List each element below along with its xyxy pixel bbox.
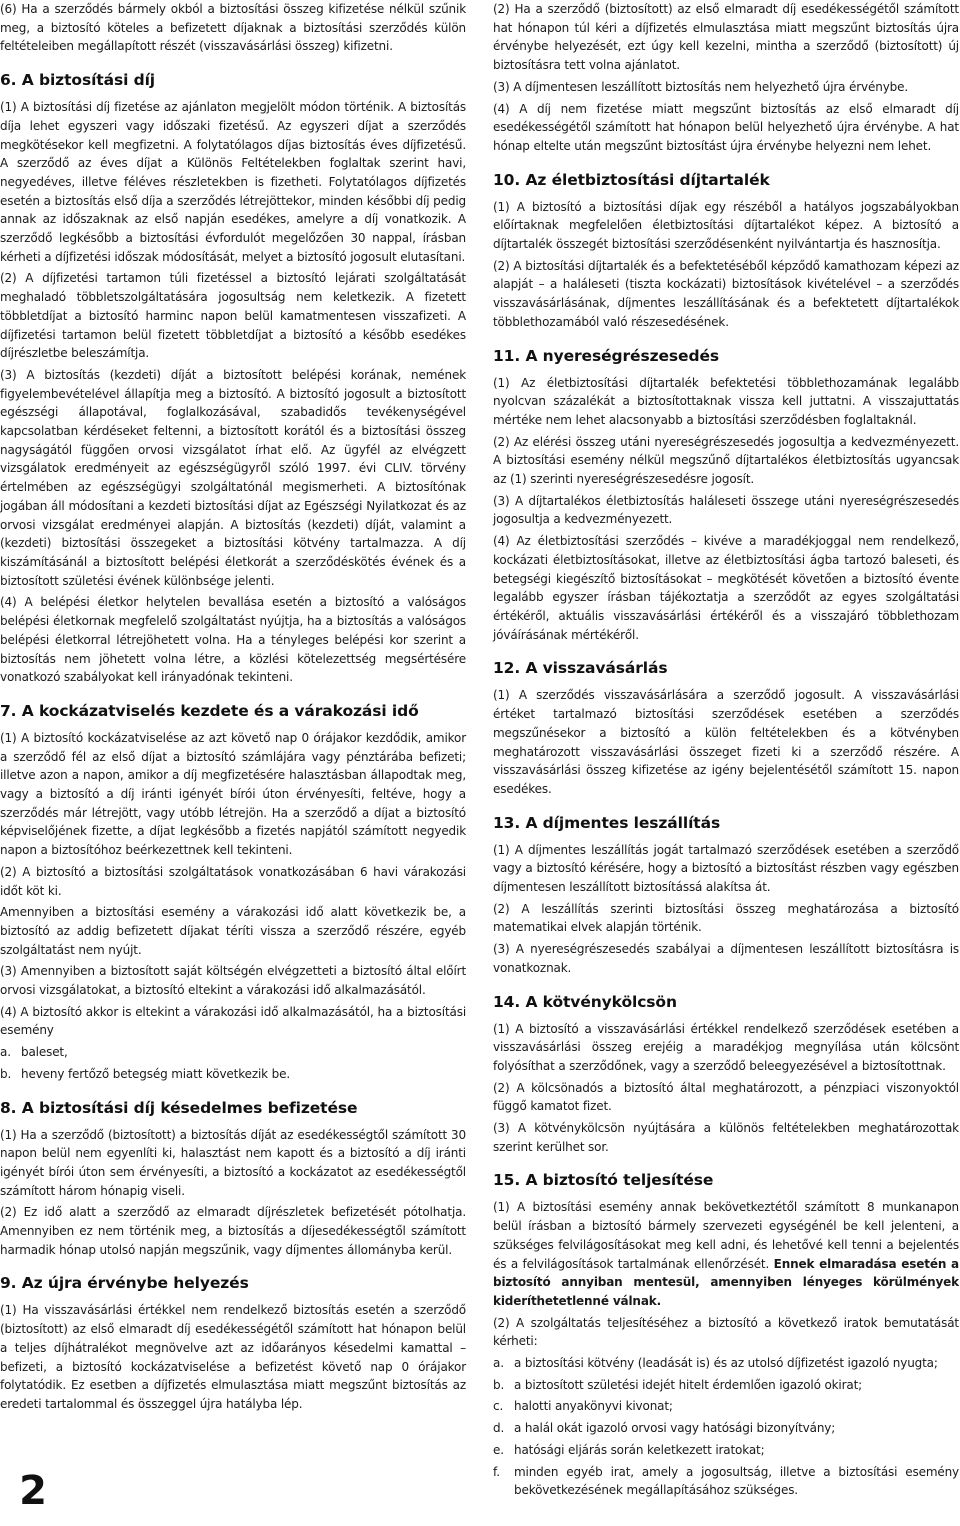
section-heading: [493, 170, 959, 190]
list-item: [493, 1354, 959, 1373]
paragraph: (4) A biztosító akkor is eltekint a várakozási idő alkalmazásától, ha a biztosítási esemény: [0, 1004, 466, 1038]
list-marker: d.: [493, 1421, 505, 1436]
section-heading: [493, 346, 959, 366]
paragraph: (2) A leszállítás szerinti biztosítási összeg meghatározása a biztosító matematikai elvek alapján történik.: [493, 901, 959, 935]
list-marker: c.: [493, 1399, 504, 1414]
paragraph: (3) A kötvénykölcsön nyújtására a különös feltételekben meghatározottak szerint kerülhet sor.: [493, 1121, 959, 1154]
list-text: heveny fertőző betegség miatt következik be.: [21, 1066, 290, 1081]
paragraph: (4) A belépési életkor helytelen bevallása esetén a biztosító a valóságos belépési életkornak megfelelő szolgáltatást nyújtja, ha a biztosítás a valóságos belépési életkorral létrejöhetett volna. Ha a tényleges belépési kor szerint a biztosítás nem jöhetett volna létre, a közlési kötelezettség megsértésére vonatkozó szabályokat kell irányadónak tekinteni.: [0, 595, 466, 685]
list-text: baleset,: [21, 1045, 68, 1060]
section-title: A biztosítási díj: [21, 71, 156, 90]
section-title: A biztosító teljesítése: [525, 1171, 714, 1190]
paragraph: (1) Az életbiztosítási díjtartalék befektetési többlethozamának legalább nyolcvan százalékát a biztosítottaknak vissza kell juttatni. A visszajuttatás mértéke nem lehet alacsonyabb a biztosítási szerződésben foglaltaknál.: [493, 375, 959, 427]
paragraph: (1) A díjmentes leszállítás jogát tartalmazó szerződések esetében a szerződő vagy a biztosító kérésére, hogy a biztosító a biztosítást részben vagy egészben díjmentesen leszállított biztosítássá alakítsa át.: [493, 842, 959, 895]
section-number: 10.: [493, 170, 521, 189]
section-title: A díjmentes leszállítás: [525, 813, 721, 832]
list-text: a halál okát igazoló orvosi vagy hatósági bizonyítvány;: [514, 1421, 836, 1436]
list-item: [493, 1376, 959, 1395]
section-number: 14.: [493, 992, 521, 1011]
section-number: 13.: [493, 813, 521, 832]
paragraph: (3) A díjmentesen leszállított biztosítás nem helyezhető újra érvénybe.: [493, 79, 909, 94]
section-heading: [493, 1170, 959, 1190]
paragraph: (4) A díj nem fizetése miatt megszűnt biztosítás az első elmaradt díj esedékességétől számított hat hónapon belül helyezhető újra érvénybe. A hat hónap eltelte után megszűnt biztosítást újra érvénybe helyezni nem lehet.: [493, 101, 959, 153]
section-heading: [0, 1098, 466, 1118]
section-title: A visszavásárlás: [525, 659, 668, 678]
section-number: 15.: [493, 1171, 521, 1190]
paragraph: (1) A szerződés visszavásárlására a szerződő jogosult. A visszavásárlási értéket tartalmazó biztosítási szerződések esetében a szerződés megszűnésekor a biztosító a külön feltételekben és a kötvényben meghatározott visszavásárlási összeget fizeti ki a szerződő részére. A visszavásárlási összeg kifizetése az igény bejelentésétől számított 15. napon esedékes.: [493, 688, 959, 796]
list-text: hatósági eljárás során keletkezett iratokat;: [514, 1442, 765, 1457]
section-heading: [493, 992, 959, 1012]
paragraph: (3) A nyereségrészesedés szabályai a díjmentesen leszállított biztosításra is vonatkoznak.: [493, 942, 959, 975]
list-text: halotti anyakönyvi kivonat;: [514, 1399, 673, 1414]
paragraph: (3) A díjtartalékos életbiztosítás haláleseti összege utáni nyereségrészesedés jogosultja a kedvezményezett.: [493, 493, 959, 527]
paragraph: (1) Ha visszavásárlási értékkel nem rendelkező biztosítás esetén a szerződő (biztosított) az első elmaradt díj esedékességétől számított hat hónapon belül a teljes díjhátralékot megnövelve azt az időarányos késedelmi kamattal – befizeti, a biztosító kockázatviselése a befizetést követő nap 0 órájakor folytatódik. Ez esetben a díjfizetés elmulasztása miatt megszűnt biztosítás az eredeti tartalommal és összeggel újra hatályba lép.: [0, 1303, 466, 1411]
paragraph: Amennyiben a biztosítási esemény a várakozási idő alatt következik be, a biztosító az addig befizetett díjakat téríti vissza a szerződő részére, egyéb szolgáltatást nem nyújt.: [0, 905, 466, 957]
paragraph: (1) A biztosító a biztosítási díjak egy részéből a hatályos jogszabályokban előírtaknak megfelelően életbiztosítási díjtartalékot képez. A biztosító a díjtartalék összegét biztosítási szerződésenként nyilvántartja és hasznosítja.: [493, 199, 959, 252]
section-number: 11.: [493, 346, 521, 365]
right-column: [493, 0, 959, 1503]
section-title: A biztosítási díj késedelmes befizetése: [21, 1098, 358, 1117]
section-heading: [0, 1273, 466, 1293]
list-item: [0, 1043, 466, 1062]
left-column: [0, 0, 466, 1417]
paragraph: (4) Az életbiztosítási szerződés – kivéve a maradékjoggal nem rendelkező, kockázati életbiztosításokat, illetve az életbiztosítási ágba tartozó baleseti, és betegségi kiegészítő biztosításokat – megkötését követően a biztosító évente legalább egyszer írásban tájékoztatja a szerződőt az egyes szolgáltatási értékéről, aktuális visszavásárlási értékéről és a visszajáró többlethozam jóváírásának mértékéről.: [493, 534, 959, 642]
list-marker: e.: [493, 1442, 504, 1457]
list-marker: a.: [493, 1356, 504, 1371]
list-marker: f.: [493, 1464, 500, 1479]
paragraph: (2) A szolgáltatás teljesítéséhez a biztosító a következő iratok bemutatását kérheti:: [493, 1315, 959, 1349]
list-marker: b.: [493, 1377, 505, 1392]
section-number: 12.: [493, 659, 521, 678]
paragraph: (3) A biztosítás (kezdeti) díját a biztosított belépési korának, nemének figyelembevételével állapítja meg a biztosító. A biztosító jogosult a biztosított egészségi állapotával, foglalkozásával, szabadidős tevékenységével kapcsolatban kérdéseket feltenni, a biztosított korától és a biztosítási összeg nagyságától függően orvosi vizsgálatot írhat elő. Az ügyfél az elvégzett vizsgálatok eredményeit az egészségügyről szóló 1997. évi CLIV. törvény értelmében az egészségügyi szolgáltatónál megismerheti. A biztosítónak jogában áll módosítani a kezdeti biztosítási díjat az Egészségi Nyilatkozat és az orvosi vizsgálat eredményei alapján. A biztosítás (kezdeti) díját, valamint a (kezdeti) biztosítási összegeket a biztosítási kötvény tartalmazza. A díj kiszámításánál a biztosított belépési életkorát a szerződéskötés évének és a biztosított születési évének különbsége jelenti.: [0, 367, 466, 588]
section-heading: [493, 813, 959, 833]
paragraph: (1) A biztosító a visszavásárlási értékkel rendelkező szerződések esetében a visszavásárlási összeg erejéig a maradékjog megnyílása után kölcsönt folyósíthat a szerződőnek, vagy a szerződő beleegyezésével a biztosítottnak.: [493, 1021, 959, 1073]
paragraph: (1) A biztosítási díj fizetése az ajánlaton megjelölt módon történik. A biztosítás díja lehet egyszeri vagy időszaki fizetésű. Az egyszeri díjat a szerződés megkötésekor kell megfizetni. A folytatólagos díjas biztosítás éves díjfizetésű. A szerződő az éves díjat a Különös Feltételekben foglaltak szerint havi, negyedéves, illetve féléves részletekben is fizetheti. Folytatólagos díjfizetés esetén a biztosítás első díja a szerződés létrejöttekor, minden későbbi díj pedig annak az időszaknak az első napján esedékes, amelyre a díj vonatkozik. A szerződő legkésőbb a biztosítási évfordulót megelőzően 30 nappal, írásban kérheti a díjfizetési időszak módosítását, melyet a biztosító jogosult elutasítani.: [0, 100, 466, 264]
list-item: [493, 1397, 959, 1416]
page-number: 2: [19, 1468, 47, 1514]
paragraph: (1) Ha a szerződő (biztosított) a biztosítás díját az esedékességtől számított 30 napon belül nem egyenlíti ki, halasztást nem kapott és a biztosító a díj iránti igényét bírói úton sem érvényesíti, a biztosító a kockázatot az esedékességtől számított három hónapig viseli.: [0, 1127, 466, 1198]
paragraph: (2) A kölcsönadós a biztosító által meghatározott, a pénzpiaci viszonyoktól függő kamatot fizet.: [493, 1080, 959, 1114]
section-title: A kockázatviselés kezdete és a várakozási idő: [21, 701, 419, 720]
section-heading: [0, 701, 466, 721]
list-item: [493, 1419, 959, 1438]
page-number-box: [0, 1456, 66, 1526]
paragraph: (2) Ez idő alatt a szerződő az elmaradt díjrészletek befizetését pótolhatja. Amennyiben ez nem történik meg, a biztosítás a díjesedékességtől számított harmadik hónap utolsó napján megszűnik, vagy díjmentes állományba kerül.: [0, 1205, 466, 1257]
list-marker: b.: [0, 1066, 12, 1081]
list-item: [0, 1065, 466, 1084]
paragraph-bold-text: Ennek elmaradása esetén a biztosító annyiban mentesül, amennyiben lényeges körülmények kideríthetetlenné válnak.: [493, 1256, 960, 1308]
paragraph: (1) A biztosító kockázatviselése az azt követő nap 0 órájakor kezdődik, amikor a szerződő fél az első díjat a biztosító számlájára vagy pénztárába befizeti; illetve azon a napon, amikor a díj megfizetésére halasztásban állapodtak meg, vagy a biztosító a díj iránti igényét bírói úton érvényesíti, feltéve, hogy a szerződés már létrejött, vagy utóbb létrejön. Ha a szerződő a díjat a biztosító képviselőjének fizette, a díjat legkésőbb a fizetés napjától számított negyedik napon a biztosítóhoz beérkezettnek kell tekinteni.: [0, 730, 466, 858]
paragraph: [493, 1198, 959, 1310]
section-title: Az újra érvénybe helyezés: [21, 1274, 249, 1293]
section-number: 9.: [0, 1274, 17, 1293]
paragraph: (2) Ha a szerződő (biztosított) az első elmaradt díj esedékességétől számított hat hónapon túl kéri a díjfizetés elmulasztása miatt megszűnt biztosítás újra érvénybe helyezését, ezt úgy kell kezelni, mintha a szerződő (biztosított) új biztosításra tett volna ajánlatot.: [493, 2, 959, 73]
list-item: [493, 1463, 959, 1500]
section-title: A nyereségrészesedés: [525, 346, 719, 365]
paragraph: (2) A biztosítási díjtartalék és a befektetéséből képződő kamathozam képezi az alapját – a haláleseti (tiszta kockázati) biztosítások kivételével – a szerződés visszavásárlásának, díjmentes leszállításának és a befektetett díjtartalékok többlethozamából való részesedésének.: [493, 258, 959, 329]
paragraph: (2) Az elérési összeg utáni nyereségrészesedés jogosultja a kedvezményezett. A biztosítási esemény nélkül megszűnő díjtartalékos életbiztosítás ugyancsak az (1) szerinti nyereségrészesedésre jogosít.: [493, 434, 959, 487]
section-title: Az életbiztosítási díjtartalék: [525, 170, 770, 189]
list-marker: a.: [0, 1045, 11, 1060]
list-text: minden egyéb irat, amely a jogosultság, illetve a biztosítási esemény bekövetkezésének megállapításához szükséges.: [514, 1464, 959, 1498]
paragraph: (6) Ha a szerződés bármely okból a biztosítási összeg kifizetése nélkül szűnik meg, a biztosító köteles a befizetett díjaknak a biztosítási szerződés külön feltételeiben megállapított részét (visszavásárlási összeg) kifizetni.: [0, 2, 466, 54]
section-title: A kötvénykölcsön: [525, 992, 677, 1011]
paragraph: (3) Amennyiben a biztosított saját költségén elvégzetteti a biztosító által előírt orvosi vizsgálatokat, a biztosító eltekint a várakozási idő alkalmazásától.: [0, 964, 466, 998]
section-heading: [0, 70, 466, 90]
section-number: 8.: [0, 1098, 17, 1117]
paragraph-text: (1) A biztosítási esemény annak bekövetkeztétől számított 8 munkanapon belül írásban a biztosító bármely szervezeti egységénél be kell jelenteni, a szükséges felvilágosításokat meg kell adni, és lehetővé kell tenni a bejelentés és a felvilágosítások tartalmának ellenőrzését.: [493, 1200, 959, 1271]
section-number: 6.: [0, 71, 17, 90]
section-number: 7.: [0, 701, 17, 720]
list-text: a biztosított születési idejét hitelt érdemlően igazoló okirat;: [514, 1377, 863, 1392]
paragraph: (2) A biztosító a biztosítási szolgáltatások vonatkozásában 6 havi várakozási időt köt ki.: [0, 864, 466, 898]
list-text: a biztosítási kötvény (leadását is) és az utolsó díjfizetést igazoló nyugta;: [514, 1356, 938, 1371]
list-item: [493, 1441, 959, 1460]
paragraph: (2) A díjfizetési tartamon túli fizetéssel a biztosító lejárati szolgáltatását meghaladó többletszolgáltatására jogosultság nem keletkezik. A fizetett többletdíjat a biztosító harminc napon belül kamatmentesen visszafizeti. A díjfizetési tartamon belül fizetett többletdíjat a biztosító a később esedékes díjrészletbe beleszámítja.: [0, 271, 466, 361]
section-heading: [493, 658, 959, 678]
